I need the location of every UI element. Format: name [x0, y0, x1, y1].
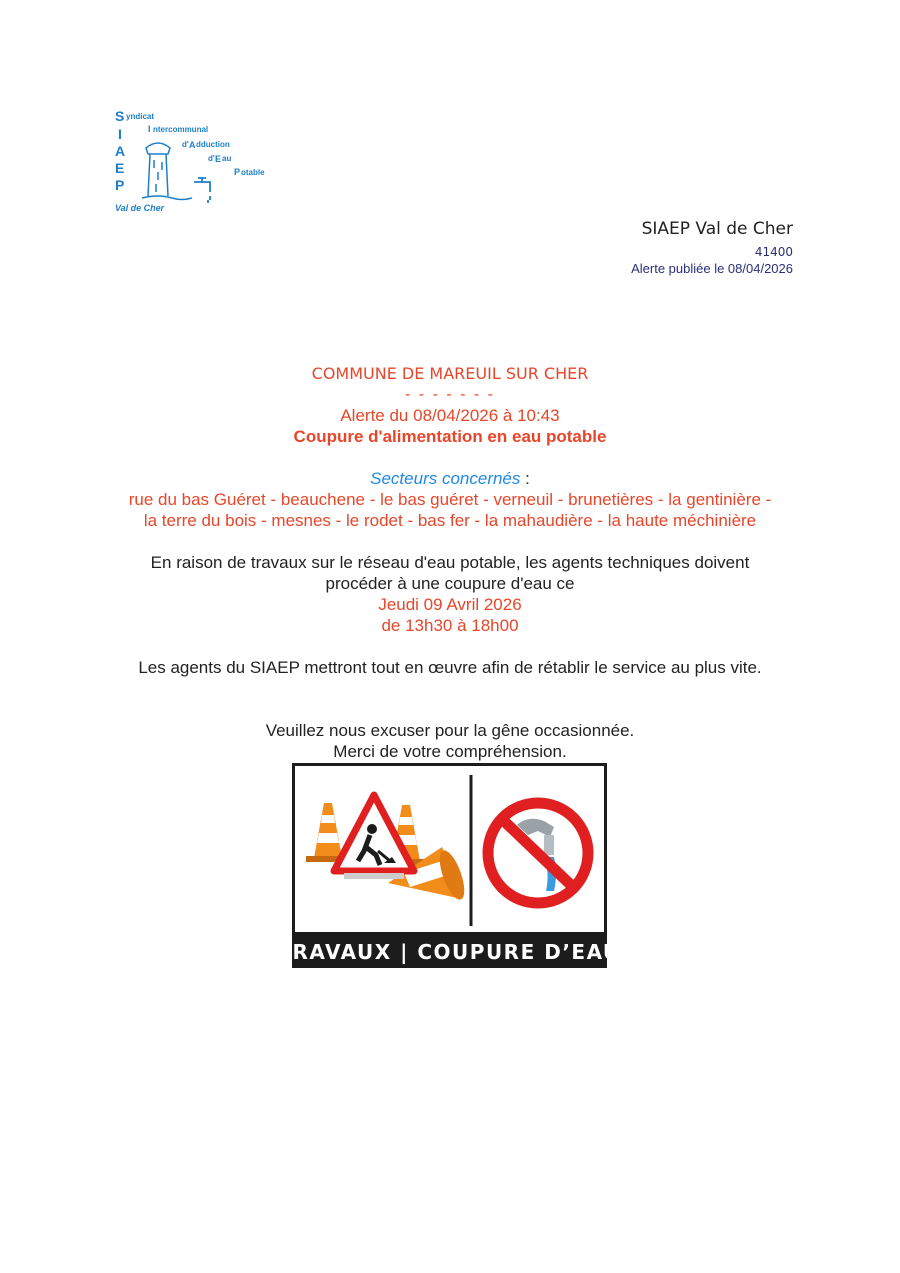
reason-line-1: En raison de travaux sur le réseau d'eau potable, les agents techniques doivent: [150, 553, 750, 572]
thanks-message: Merci de votre compréhension.: [333, 742, 567, 761]
water-tower-icon: [142, 143, 192, 200]
sectors-heading: [90, 468, 810, 489]
logo-prefix-d2: d': [208, 154, 215, 163]
logo-word-eau: au: [222, 154, 232, 163]
logo-word-syndicat: yndicat: [126, 112, 155, 121]
tap-icon: [194, 178, 210, 203]
logo-letter-i2: I: [148, 124, 151, 134]
alert-content: [90, 363, 810, 762]
alert-title: Coupure d'alimentation en eau potable: [293, 427, 607, 446]
commune-title: COMMUNE DE MAREUIL SUR CHER: [311, 364, 589, 383]
no-water-icon: [488, 803, 588, 903]
outage-hours: de 13h30 à 18h00: [381, 616, 519, 635]
logo-letter-s: S: [115, 108, 125, 124]
logo-letter-i: I: [118, 126, 122, 142]
sectors-line-1: rue du bas Guéret - beauchene - le bas guéret - verneuil - brunetières - la gentinière -: [128, 490, 772, 509]
sectors-colon: :: [520, 469, 530, 488]
logo-letter-a: A: [115, 143, 126, 159]
reason-line-2: procéder à une coupure d'eau ce: [325, 574, 575, 593]
logo-prefix-d1: d': [182, 140, 189, 149]
published-date: Alerte publiée le 08/04/2026: [631, 261, 793, 276]
logo-letter-e2: E: [215, 154, 222, 164]
sender-postal-code: 41400: [754, 245, 793, 259]
separator: - - - - - - -: [405, 386, 495, 403]
works-water-cut-banner: [292, 763, 607, 968]
alert-datetime: Alerte du 08/04/2026 à 10:43: [340, 406, 560, 425]
apology-message: Veuillez nous excuser pour la gêne occasionnée.: [265, 721, 635, 740]
logo-letter-e: E: [115, 160, 125, 176]
logo-caption: Val de Cher: [115, 203, 165, 213]
siaep-logo: [112, 108, 272, 216]
sender-block: [631, 218, 793, 277]
logo-letter-p: P: [115, 177, 125, 193]
logo-letter-a2: A: [189, 140, 196, 150]
sectors-label: Secteurs concernés: [370, 469, 521, 488]
sectors-line-2: la terre du bois - mesnes - le rodet - bas fer - la mahaudière - la haute méchinière: [143, 511, 757, 530]
outage-date: Jeudi 09 Avril 2026: [378, 595, 522, 614]
agents-message: Les agents du SIAEP mettront tout en œuvre afin de rétablir le service au plus vite.: [138, 658, 762, 677]
logo-word-intercommunal: ntercommunal: [153, 125, 209, 134]
sender-name: SIAEP Val de Cher: [641, 219, 793, 239]
logo-word-potable: otable: [241, 168, 265, 177]
logo-letter-p2: P: [234, 167, 241, 177]
banner-caption: TRAVAUX | COUPURE D’EAU: [292, 940, 607, 964]
logo-word-adduction: dduction: [196, 140, 230, 149]
